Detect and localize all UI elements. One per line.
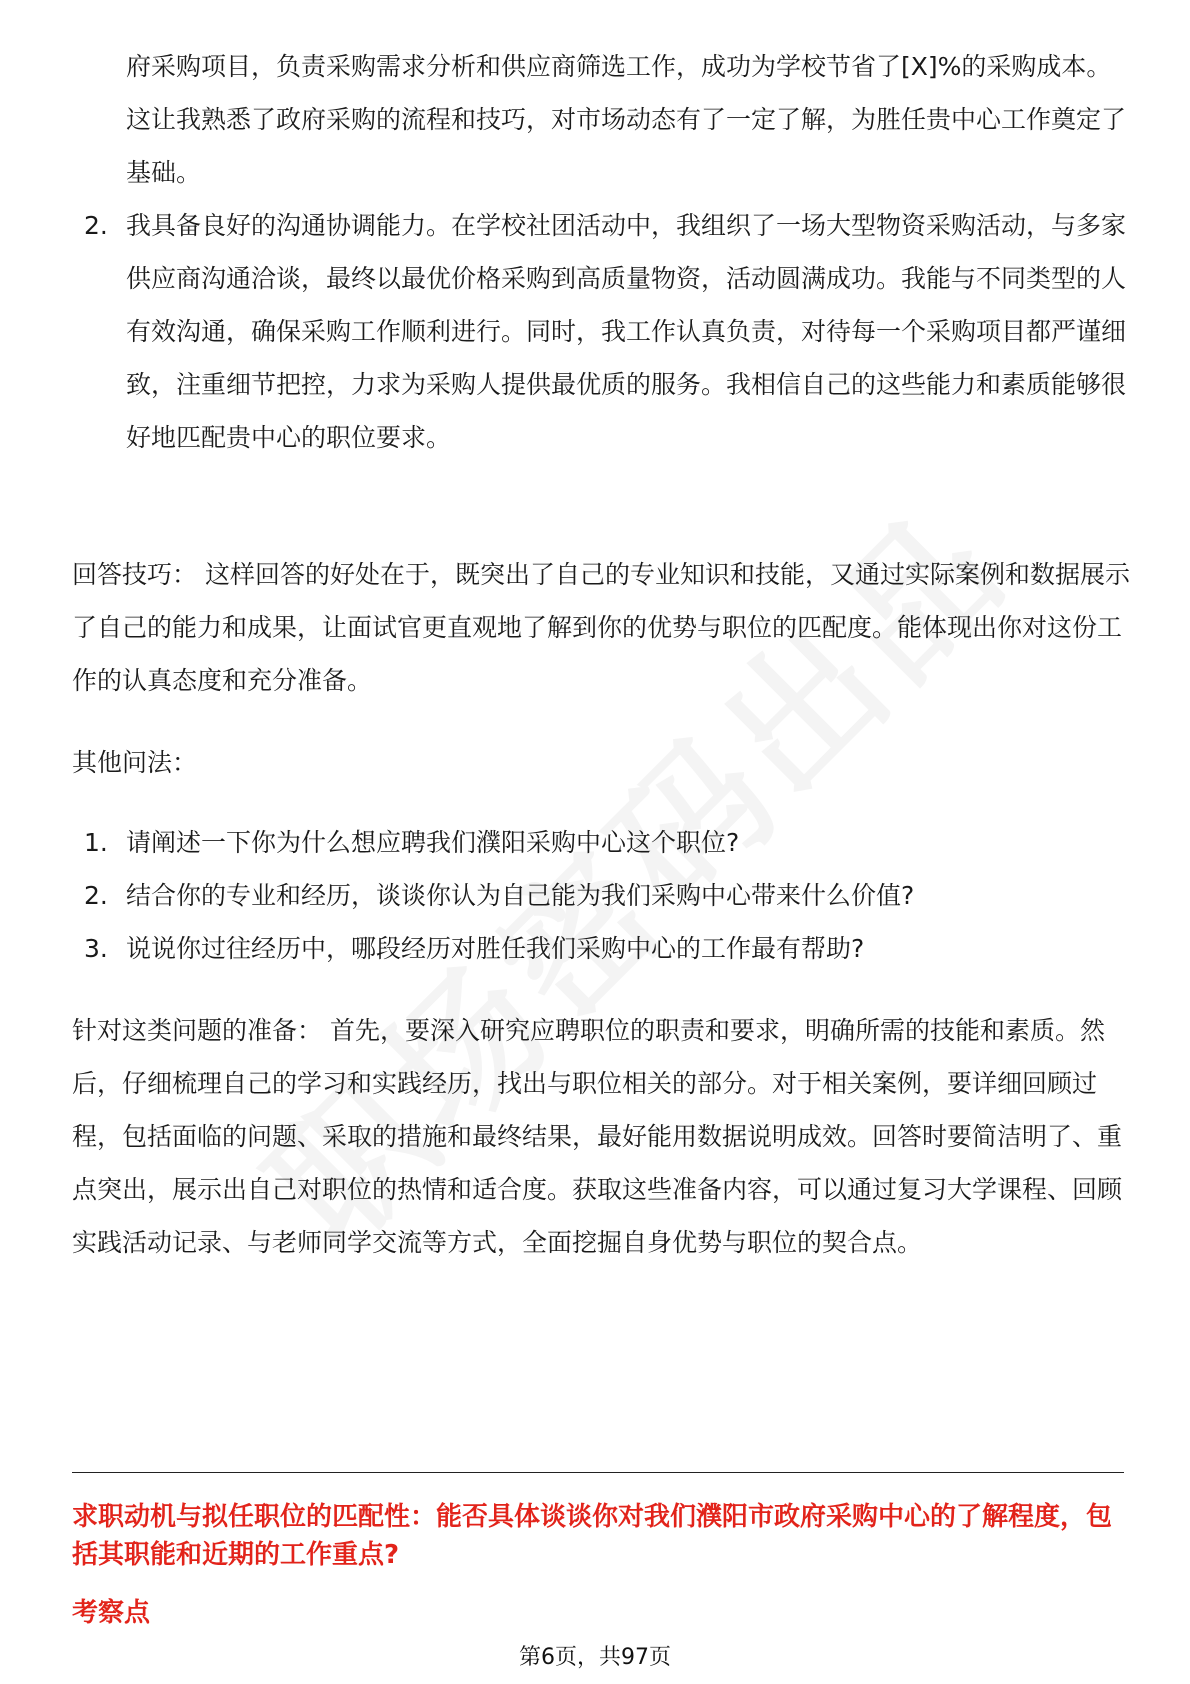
other-asks-title: 其他问法： (72, 748, 198, 777)
intro-list (72, 40, 1132, 464)
list-item (72, 869, 1132, 922)
list-item-text: 我具备良好的沟通协调能力。在学校社团活动中，我组织了一场大型物资采购活动，与多家供应商沟通洽谈，最终以最优价格采购到高质量物资，活动圆满成功。我能与不同类型的人有效沟通，确保采购工作顺利进行。同时，我工作认真负责，对待每一个采购项目都严谨细致，注重细节把控，力求为采购人提供最优质的服务。我相信自己的这些能力和素质能够很好地匹配贵中心的职位要求。 (126, 211, 1127, 452)
exam-point-heading: 考察点 (72, 1598, 151, 1628)
list-item-text: 请阐述一下你为什么想应聘我们濮阳采购中心这个职位? (126, 828, 740, 857)
other-asks-list (72, 816, 1132, 975)
preparation-paragraph: 针对这类问题的准备： 首先，要深入研究应聘职位的职责和要求，明确所需的技能和素质。然后，仔细梳理自己的学习和实践经历，找出与职位相关的部分。对于相关案例，要详细回顾过程，包括面临的问题、采取的措施和最终结果，最好能用数据说明成效。回答时要简洁明了、重点突出，展示出自己对职位的热情和适合度。获取这些准备内容，可以通过复习大学课程、回顾实践活动记录、与老师同学交流等方式，全面挖掘自身优势与职位的契合点。 (72, 1016, 1123, 1257)
list-item-number: 1. (84, 828, 108, 857)
list-item (72, 816, 1132, 869)
list-item (72, 199, 1132, 464)
list-item-text: 说说你过往经历中，哪段经历对胜任我们采购中心的工作最有帮助? (126, 934, 865, 963)
divider (72, 1472, 1124, 1473)
list-item (72, 40, 1132, 199)
list-item-text: 府采购项目，负责采购需求分析和供应商筛选工作，成功为学校节省了[X]%的采购成本。这让我熟悉了政府采购的流程和技巧，对市场动态有了一定了解，为胜任贵中心工作奠定了基础。 (126, 52, 1127, 187)
list-item-number: 2. (84, 881, 108, 910)
list-item-number: 3. (84, 934, 108, 963)
list-item-number: 2. (84, 211, 108, 240)
list-item (72, 922, 1132, 975)
question-heading: 求职动机与拟任职位的匹配性：能否具体谈谈你对我们濮阳市政府采购中心的了解程度，包括其职能和近期的工作重点? (72, 1502, 1113, 1570)
list-item-text: 结合你的专业和经历，谈谈你认为自己能为我们采购中心带来什么价值? (126, 881, 915, 910)
page-number: 第6页，共97页 (519, 1645, 671, 1670)
answer-tips-paragraph: 回答技巧： 这样回答的好处在于，既突出了自己的专业知识和技能，又通过实际案例和数据展示了自己的能力和成果，让面试官更直观地了解到你的优势与职位的匹配度。能体现出你对这份工作的认真态度和充分准备。 (72, 560, 1130, 695)
